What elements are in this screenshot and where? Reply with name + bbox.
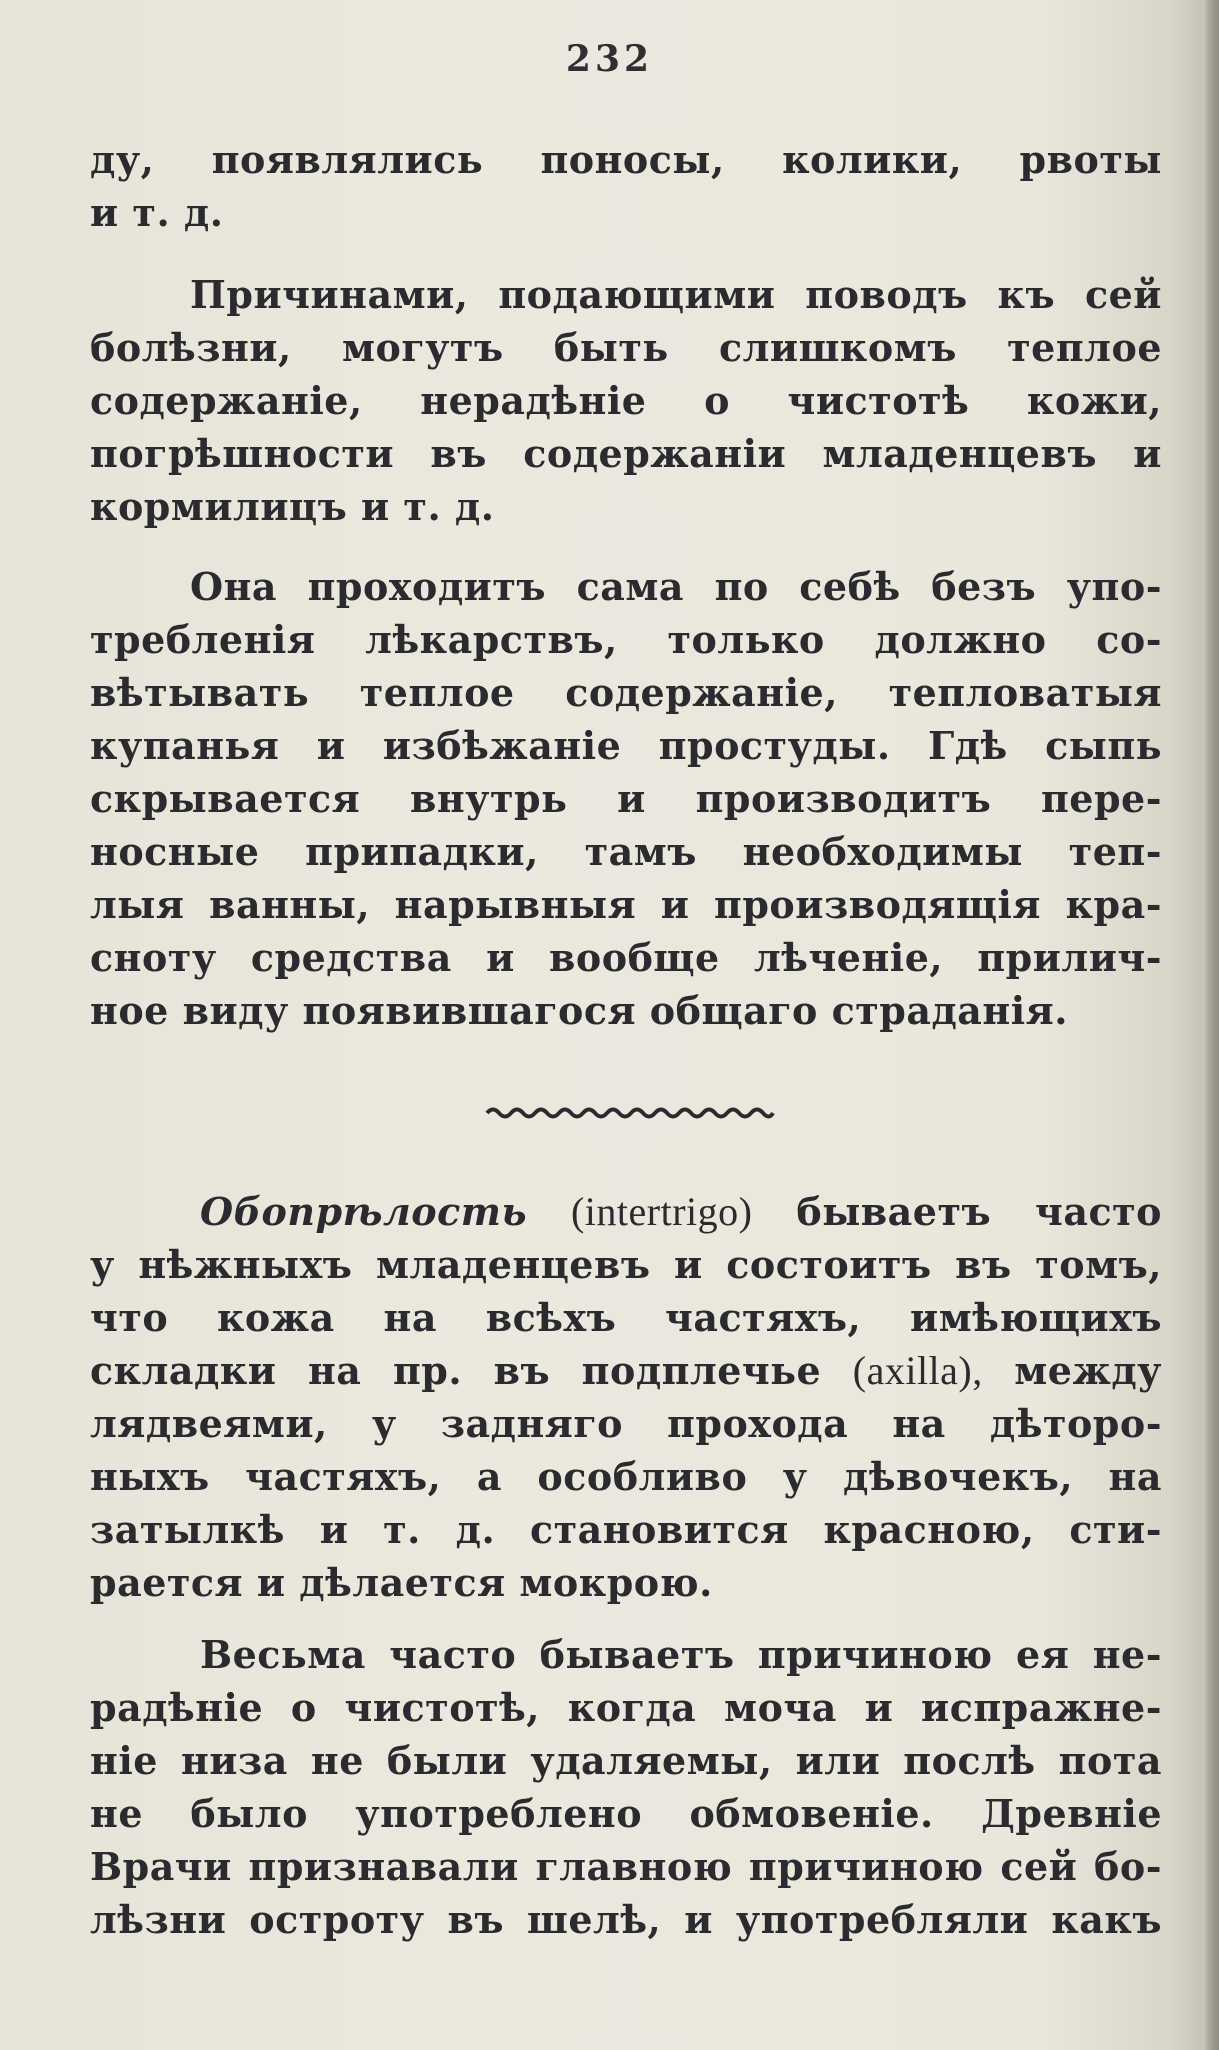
text-line: не было употреблено обмовеніе. Древніе xyxy=(90,1791,1162,1836)
text-line: затылкѣ и т. д. становится красною, сти- xyxy=(90,1507,1162,1552)
text-line: ніе низа не были удаляемы, или послѣ пота xyxy=(90,1738,1162,1783)
section-divider-ornament xyxy=(485,1103,775,1123)
text-line: Врачи признавали главною причиною сей бо- xyxy=(90,1844,1162,1889)
latin-term: (intertrigo) xyxy=(570,1189,753,1234)
paragraph-continuation xyxy=(90,133,1162,239)
text-line: ду, появлялись поносы, колики, рвоты xyxy=(90,137,1162,182)
text-fragment: складки на пр. въ подплечье xyxy=(90,1348,822,1393)
page-edge-shadow xyxy=(1205,0,1219,2050)
text-line: и т. д. xyxy=(90,190,224,235)
text-line: у нѣжныхъ младенцевъ и состоитъ въ томъ, xyxy=(90,1242,1162,1287)
text-line: болѣзни, могутъ быть слишкомъ теплое xyxy=(90,325,1162,370)
text-fragment: бываетъ часто xyxy=(796,1189,1162,1234)
text-line: что кожа на всѣхъ частяхъ, имѣющихъ xyxy=(90,1295,1162,1340)
text-line: требленія лѣкарствъ, только должно со- xyxy=(90,617,1162,662)
page-number: 232 xyxy=(565,38,654,80)
paragraph-intertrigo xyxy=(90,1185,1162,1609)
term-italic: Обопрѣлость xyxy=(200,1189,528,1234)
text-line: лѣзни остроту въ шелѣ, и употребляли какъ xyxy=(90,1897,1162,1942)
text-line: сноту средства и вообще лѣченіе, прилич- xyxy=(90,935,1162,980)
text-line xyxy=(90,1344,1162,1397)
text-line: содержаніе, нерадѣніе о чистотѣ кожи, xyxy=(90,378,1162,423)
text-line: ное виду появившагося общаго страданія. xyxy=(90,988,1068,1033)
text-line: вѣтывать теплое содержаніе, тепловатыя xyxy=(90,670,1162,715)
text-line: рается и дѣлается мокрою. xyxy=(90,1560,713,1605)
paragraph-treatment xyxy=(90,560,1162,1037)
text-line: радѣніе о чистотѣ, когда моча и испражне- xyxy=(90,1685,1162,1730)
text-fragment: между xyxy=(1014,1348,1162,1393)
text-line: Она проходитъ сама по себѣ безъ упо- xyxy=(190,564,1162,609)
text-line: погрѣшности въ содержаніи младенцевъ и xyxy=(90,431,1162,476)
text-line: скрывается внутрь и производитъ пере- xyxy=(90,776,1162,821)
text-line: лыя ванны, нарывныя и производящія кра- xyxy=(90,882,1162,927)
text-line: носные припадки, тамъ необходимы теп- xyxy=(90,829,1162,874)
text-line: купанья и избѣжаніе простуды. Гдѣ сыпь xyxy=(90,723,1162,768)
paragraph-causes xyxy=(90,268,1162,533)
text-line: Весьма часто бываетъ причиною ея не- xyxy=(200,1632,1162,1677)
text-line: ныхъ частяхъ, а особливо у дѣвочекъ, на xyxy=(90,1454,1162,1499)
latin-term: (axilla), xyxy=(852,1348,983,1393)
text-line: кормилицъ и т. д. xyxy=(90,484,495,529)
paragraph-cause-cleanliness xyxy=(90,1628,1162,1946)
text-line: Причинами, подающими поводъ къ сей xyxy=(190,272,1162,317)
text-line: лядвеями, у задняго прохода на дѣторо- xyxy=(90,1401,1162,1446)
text-line xyxy=(90,1185,1162,1238)
